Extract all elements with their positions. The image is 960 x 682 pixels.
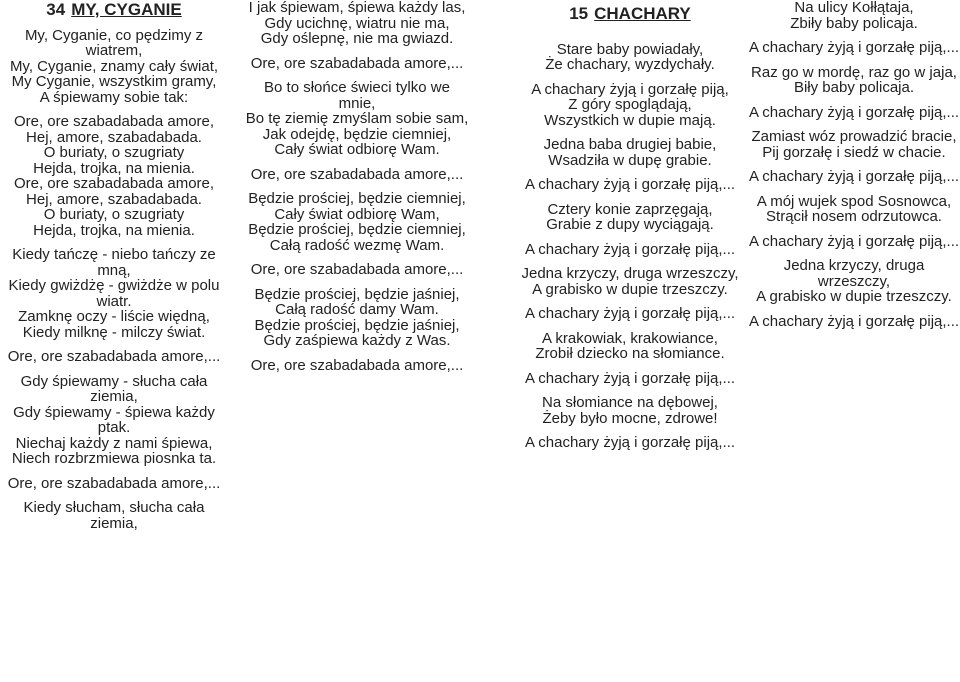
stanza (516, 242, 744, 258)
lyric-line: Cały świat odbiorę Wam. (274, 141, 440, 158)
lyric-line: Z góry spoglądają, (568, 96, 692, 113)
lyric-line: A chachary żyją i gorzałę piją,... (524, 240, 736, 258)
lyric-line: Ore, ore szabadabada amore,... (7, 474, 221, 492)
lyric-line: Ore, ore szabadabada amore,... (250, 54, 464, 72)
lyric-line: O buriaty, o szugriaty (43, 144, 185, 161)
lyric-line: My, Cyganie, znamy cały świat, (9, 57, 219, 75)
stanza (748, 129, 960, 160)
stanza (516, 331, 744, 362)
stanza (0, 476, 228, 492)
lyric-line: A chachary żyją i gorzałę piją,... (524, 305, 736, 322)
lyric-line: Raz go w mordę, raz go w jaja, (751, 63, 957, 81)
lyric-line: Biły baby policaja. (793, 79, 915, 96)
lyric-line: Cztery konie zaprzęgają, (547, 200, 713, 218)
lyric-line: Gdy śpiewamy - śpiewa każdy ptak. (13, 403, 215, 436)
stanza (516, 435, 744, 451)
stanza (516, 371, 744, 387)
stanza (516, 306, 744, 322)
lyric-line: Hejda, trojka, na mienia. (33, 159, 195, 177)
lyric-line: A grabisko w dupie trzeszczy. (756, 288, 952, 305)
lyric-line: Zbiły baby policaja. (790, 14, 918, 32)
lyric-line: Niech rozbrzmiewa piosnka ta. (11, 450, 217, 467)
song-number: 15 (569, 4, 589, 23)
lyric-line: A chachary żyją i gorzałę piją,... (748, 103, 960, 121)
stanza (0, 114, 228, 238)
column-3 (516, 0, 744, 460)
lyric-line: Będzie prościej, będzie jaśniej, (254, 316, 460, 334)
stanza (516, 177, 744, 193)
lyric-line: Kiedy gwiżdżę - gwiżdże w polu wiatr. (8, 277, 220, 310)
stanza (748, 169, 960, 185)
stanza (748, 40, 960, 56)
lyric-line: Hej, amore, szabadabada. (26, 128, 202, 146)
lyric-line: My Cyganie, wszystkim gramy, (11, 73, 217, 90)
lyric-line: A śpiewamy sobie tak: (39, 88, 189, 106)
lyrics-col-1 (0, 28, 228, 532)
lyric-line: Kiedy tańczę - niebo tańczy ze mną, (12, 246, 216, 279)
lyric-line: Jedna baba drugiej babie, (543, 136, 717, 153)
lyric-line: Będzie prościej, będzie ciemniej, (248, 190, 466, 207)
song-title-my-cyganie (0, 2, 228, 18)
lyric-line: Że chachary, wyzdychały. (545, 56, 715, 73)
lyric-line: O buriaty, o szugriaty (43, 206, 185, 223)
stanza (0, 247, 228, 340)
stanza (244, 0, 470, 47)
lyric-line: Gdy zaśpiewa każdy z Was. (263, 332, 451, 349)
column-4 (748, 0, 960, 338)
stanza (0, 28, 228, 106)
stanza (244, 262, 470, 278)
lyric-line: Hejda, trojka, na mienia. (33, 221, 195, 239)
lyric-line: Kiedy milknę - milczy świat. (22, 323, 206, 341)
lyric-line: Jak odejdę, będzie ciemniej, (262, 125, 452, 143)
stanza (748, 65, 960, 96)
lyric-line: A chachary żyją i gorzałę piją, (531, 80, 729, 98)
lyric-line: Kiedy słucham, słucha cała ziemia, (23, 499, 205, 532)
stanza (244, 191, 470, 253)
stanza (244, 80, 470, 158)
lyric-line: Ore, ore szabadabada amore,... (250, 356, 464, 374)
lyric-line: Zrobił dziecko na słomiance. (535, 345, 725, 362)
lyric-line: Całą radość wezmę Wam. (269, 236, 445, 254)
stanza (244, 287, 470, 349)
lyric-line: A chachary żyją i gorzałę piją,... (748, 168, 960, 185)
lyric-line: Wszystkich w dupie mają. (544, 111, 716, 129)
song-name: MY, CYGANIE (71, 0, 182, 19)
lyric-line: Gdy śpiewamy - słucha cała ziemia, (20, 372, 208, 405)
lyric-line: Całą radość damy Wam. (275, 301, 439, 318)
song-name: CHACHARY (594, 4, 691, 23)
stanza (516, 42, 744, 73)
lyric-line: Będzie prościej, będzie jaśniej, (254, 285, 460, 303)
lyric-line: Jedna krzyczy, druga wrzeszczy, (783, 257, 925, 290)
stanza (0, 500, 228, 531)
lyric-line: A chachary żyją i gorzałę piją,... (748, 312, 960, 330)
stanza (748, 234, 960, 250)
lyric-line: Strącił nosem odrzutowca. (766, 208, 942, 225)
lyric-line: Na ulicy Kołłątaja, (794, 0, 914, 16)
lyrics-col-3 (516, 42, 744, 451)
column-2 (244, 0, 470, 382)
stanza (748, 258, 960, 305)
lyric-line: Bo tę ziemię zmyślam sobie sam, (245, 110, 469, 127)
lyric-line: A chachary żyją i gorzałę piją,... (748, 232, 960, 250)
lyric-line: A chachary żyją i gorzałę piją,... (748, 39, 960, 56)
lyric-line: Będzie prościej, będzie ciemniej, (248, 221, 466, 238)
stanza (748, 194, 960, 225)
stanza (516, 266, 744, 297)
lyric-line: Wsadziła w dupę grabie. (548, 151, 712, 169)
lyric-line: A chachary żyją i gorzałę piją,... (524, 434, 736, 451)
lyric-line: A chachary żyją i gorzałę piją,... (524, 176, 736, 193)
lyric-line: Pij gorzałę i siedź w chacie. (762, 143, 946, 161)
lyric-line: Cały świat odbiorę Wam, (274, 205, 440, 223)
lyric-line: Jedna krzyczy, druga wrzeszczy, (521, 265, 739, 282)
stanza (244, 358, 470, 374)
stanza (0, 349, 228, 365)
stanza (244, 56, 470, 72)
lyric-line: A chachary żyją i gorzałę piją,... (524, 369, 736, 387)
song-number: 34 (46, 0, 66, 19)
lyrics-col-2 (244, 0, 470, 373)
stanza (748, 314, 960, 330)
lyric-line: Ore, ore szabadabada amore,... (250, 165, 464, 183)
song-title-chachary (516, 6, 744, 22)
lyric-line: A krakowiak, krakowiance, (542, 329, 718, 347)
lyric-line: I jak śpiewam, śpiewa każdy las, (248, 0, 466, 16)
lyric-line: Gdy oślepnę, nie ma gwiazd. (260, 30, 454, 47)
lyric-line: Gdy ucichnę, wiatru nie ma, (264, 14, 450, 32)
lyric-line: Niechaj każdy z nami śpiewa, (15, 434, 213, 452)
lyric-line: Zamknę oczy - liście więdną, (18, 308, 210, 325)
lyric-line: Ore, ore szabadabada amore, (13, 175, 215, 192)
lyrics-col-4 (748, 0, 960, 329)
stanza (516, 82, 744, 129)
stanza (748, 0, 960, 31)
stanza (516, 202, 744, 233)
lyric-line: Bo to słońce świeci tylko we mnie, (264, 79, 450, 112)
lyric-line: Żeby było mocne, zdrowe! (542, 409, 718, 427)
column-1 (0, 0, 228, 540)
lyric-line: Grabie z dupy wyciągają. (546, 216, 714, 233)
stanza (516, 137, 744, 168)
lyric-line: Ore, ore szabadabada amore,... (7, 348, 221, 365)
stanza (0, 374, 228, 467)
lyric-line: Stare baby powiadały, (556, 40, 704, 58)
lyric-line: Zamiast wóz prowadzić bracie, (751, 128, 957, 145)
stanza (516, 395, 744, 426)
stanza (748, 105, 960, 121)
lyric-line: Ore, ore szabadabada amore, (13, 113, 215, 130)
lyric-line: My, Cyganie, co pędzimy z wiatrem, (24, 26, 204, 59)
lyric-line: Ore, ore szabadabada amore,... (250, 261, 464, 278)
lyric-line: A grabisko w dupie trzeszczy. (532, 280, 728, 298)
stanza (244, 167, 470, 183)
lyric-line: A mój wujek spod Sosnowca, (756, 192, 952, 210)
lyric-line: Na słomiance na dębowej, (542, 394, 718, 411)
lyric-line: Hej, amore, szabadabada. (26, 190, 202, 208)
